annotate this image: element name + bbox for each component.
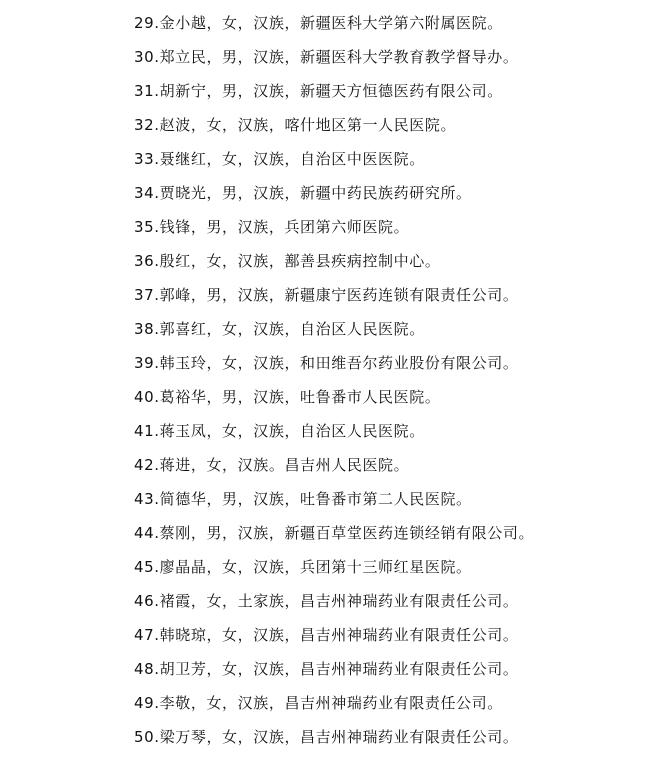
list-item: 31.胡新宁，男，汉族，新疆天方恒德医药有限公司。 <box>134 82 503 100</box>
list-item: 33.聂继红，女，汉族，自治区中医医院。 <box>134 150 425 168</box>
list-item: 47.韩晓琼，女，汉族，昌吉州神瑞药业有限责任公司。 <box>134 626 519 644</box>
list-item: 39.韩玉玲，女，汉族，和田维吾尔药业股份有限公司。 <box>134 354 519 372</box>
list-item: 44.蔡刚，男，汉族，新疆百草堂医药连锁经销有限公司。 <box>134 524 535 542</box>
list-item: 37.郭峰，男，汉族，新疆康宁医药连锁有限责任公司。 <box>134 286 519 304</box>
list-item: 36.殷红，女，汉族，鄯善县疾病控制中心。 <box>134 252 441 270</box>
list-item: 34.贾晓光，男，汉族，新疆中药民族药研究所。 <box>134 184 472 202</box>
list-item: 41.蒋玉凤，女，汉族，自治区人民医院。 <box>134 422 425 440</box>
list-item: 50.梁万琴，女，汉族，昌吉州神瑞药业有限责任公司。 <box>134 728 519 746</box>
list-item: 40.葛裕华，男，汉族，吐鲁番市人民医院。 <box>134 388 441 406</box>
list-item: 45.廖晶晶，女，汉族，兵团第十三师红星医院。 <box>134 558 472 576</box>
list-item: 46.褚霞，女，土家族，昌吉州神瑞药业有限责任公司。 <box>134 592 519 610</box>
list-item: 49.李敬，女，汉族，昌吉州神瑞药业有限责任公司。 <box>134 694 503 712</box>
list-item: 29.金小越，女，汉族，新疆医科大学第六附属医院。 <box>134 14 503 32</box>
list-item: 32.赵波，女，汉族，喀什地区第一人民医院。 <box>134 116 457 134</box>
list-item: 48.胡卫芳，女，汉族，昌吉州神瑞药业有限责任公司。 <box>134 660 519 678</box>
list-item: 42.蒋进，女，汉族。昌吉州人民医院。 <box>134 456 410 474</box>
list-item: 43.简德华，男，汉族，吐鲁番市第二人民医院。 <box>134 490 472 508</box>
name-list <box>134 6 534 754</box>
list-item: 30.郑立民，男，汉族，新疆医科大学教育教学督导办。 <box>134 48 519 66</box>
list-item: 35.钱锋，男，汉族，兵团第六师医院。 <box>134 218 410 236</box>
list-item: 38.郭喜红，女，汉族，自治区人民医院。 <box>134 320 425 338</box>
